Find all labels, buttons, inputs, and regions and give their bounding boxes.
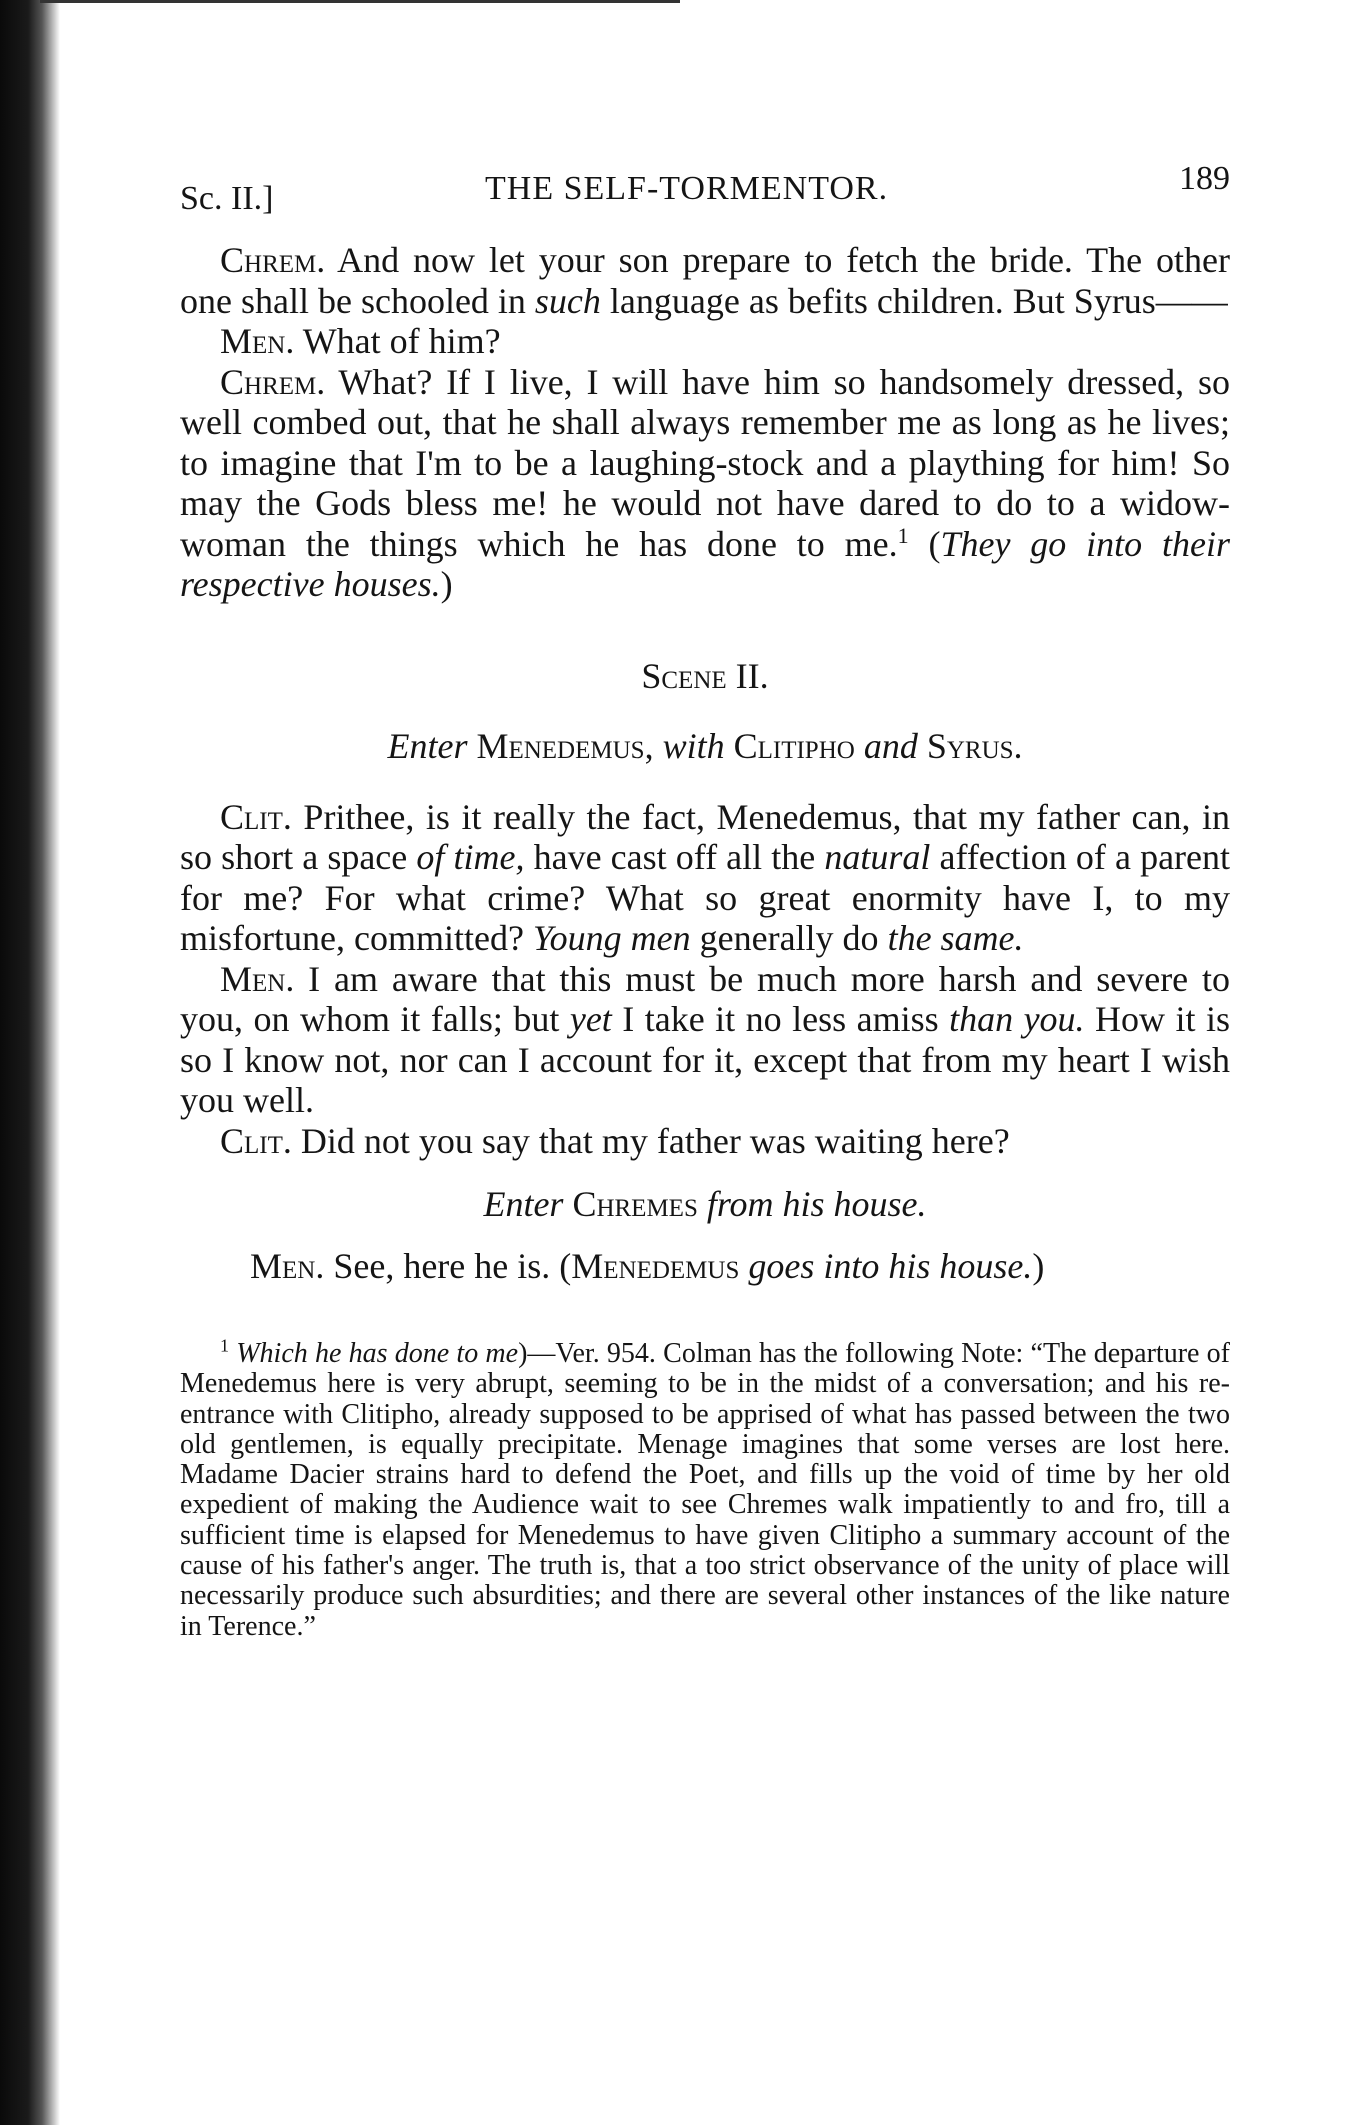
- speaker-chremes: Chrem.: [220, 361, 326, 402]
- italic-run: the same.: [887, 918, 1024, 958]
- text-run: ): [440, 564, 453, 604]
- text-run: (: [908, 523, 941, 564]
- page-number: 189: [1179, 160, 1230, 197]
- text-run: Did not you say that my father was waiting here?: [291, 1120, 1010, 1161]
- text-run: language as befits children. But Syrus——: [600, 280, 1228, 321]
- text-run: And now let your son prepare to fetch the bride. The other one shall be schooled in: [180, 240, 1230, 321]
- text-run: See, here he is. (: [324, 1246, 572, 1286]
- footnote: [180, 1335, 1230, 1642]
- footnote-marker: 1: [220, 1335, 229, 1356]
- stage-direction-enter-chremes: [180, 1183, 1230, 1225]
- paragraph-clitipho-1: [180, 797, 1230, 959]
- italic-run: than you.: [949, 999, 1085, 1039]
- paragraph-menedemus-1: [180, 321, 1230, 362]
- speaker-menedemus: Men.: [220, 321, 295, 361]
- text-run: What of him?: [294, 321, 501, 361]
- stage-direction-enter: [180, 725, 1230, 767]
- speaker-clitipho: Clit.: [220, 796, 292, 837]
- text-run: How it is so I know not, nor can I account for it, except that from my heart I wish you well.: [180, 999, 1230, 1120]
- text-run: generally do: [690, 918, 888, 958]
- italic-run: Which he has done to me: [236, 1338, 519, 1369]
- book-spine-shadow: [0, 0, 60, 2125]
- stage-direction: They go into their respective houses.: [180, 523, 1230, 604]
- italic-run: Enter: [387, 725, 468, 766]
- paragraph-clitipho-2: [180, 1121, 1230, 1162]
- speaker-menedemus: Men.: [250, 1246, 325, 1286]
- text-run: ): [1032, 1246, 1045, 1286]
- character-name: Clitipho: [724, 725, 864, 766]
- italic-run: with: [662, 725, 725, 766]
- scene-title: Scene II.: [641, 655, 769, 696]
- header-scene-ref: Sc. II.]: [180, 180, 274, 217]
- text-run: Prithee, is it really the fact, Menedemus, that my father can, in so short a space: [180, 796, 1230, 877]
- character-name: Menedemus,: [467, 725, 663, 766]
- italic-run: and: [863, 725, 918, 766]
- text-run: I take it no less amiss: [611, 999, 950, 1039]
- text-run: I am aware that this must be much more harsh and severe to you, on whom it falls; but: [180, 958, 1230, 1039]
- footnote-ref: 1: [897, 522, 909, 548]
- top-edge-line: [40, 0, 680, 3]
- running-header: [180, 140, 1230, 217]
- character-name: Chremes: [563, 1184, 707, 1224]
- italic-run: natural: [824, 837, 931, 877]
- speaker-chremes: Chrem.: [220, 240, 326, 280]
- character-name: Menedemus: [571, 1246, 740, 1286]
- text-run: What? If I live, I will have him so handsomely dressed, so well combed out, that he shall always remember me as long as he lives; to imagine that I'm to be a laughing-stock and a plaything for him! So may the Gods bless me! he would not have dared to do to a widow-woman the things which he has done to me.: [180, 361, 1230, 564]
- paragraph-chremes-2: [180, 362, 1230, 605]
- header-title: THE SELF-TORMENTOR.: [485, 170, 889, 207]
- italic-run: Enter: [483, 1184, 564, 1224]
- text-run: have cast off all the: [524, 837, 825, 877]
- book-page: [180, 140, 1230, 1642]
- text-run: affection of a parent for me? For what crime? What so great enormity have I, to my misfortune, committed?: [180, 837, 1231, 958]
- italic-run: yet: [569, 999, 612, 1039]
- speaker-clitipho: Clit.: [220, 1120, 292, 1161]
- paragraph-menedemus-3: [250, 1245, 1230, 1287]
- character-name: Syrus.: [917, 725, 1023, 766]
- text-run: )—Ver. 954. Colman has the following Note: “The departure of Menedemus here is very abrupt, seeming to be in the midst of a conversation; and his re-entrance with Clitipho, already supposed to be apprised of what has passed between the two old gentlemen, is equally precipitate. Menage imagines that some verses are lost here. Madame Dacier strains hard to defend the Poet, and fills up the void of time by her old expedient of making the Audience wait to see Chremes walk impatiently to and fro, till a sufficient time is elapsed for Menedemus to have given Clitipho a summary account of the cause of his father's anger. The truth is, that a too strict observance of the unity of place will necessarily produce such absurdities; and there are several other instances of the like nature in Terence.”: [180, 1338, 1230, 1642]
- paragraph-menedemus-2: [180, 959, 1230, 1121]
- stage-direction: goes into his house.: [748, 1246, 1033, 1286]
- paragraph-chremes-1: [180, 240, 1230, 321]
- italic-run: of time,: [416, 837, 525, 877]
- italic-run: Young men: [532, 918, 691, 958]
- italic-run: such: [534, 280, 601, 321]
- speaker-menedemus: Men.: [220, 958, 295, 999]
- italic-run: from his house.: [706, 1184, 927, 1224]
